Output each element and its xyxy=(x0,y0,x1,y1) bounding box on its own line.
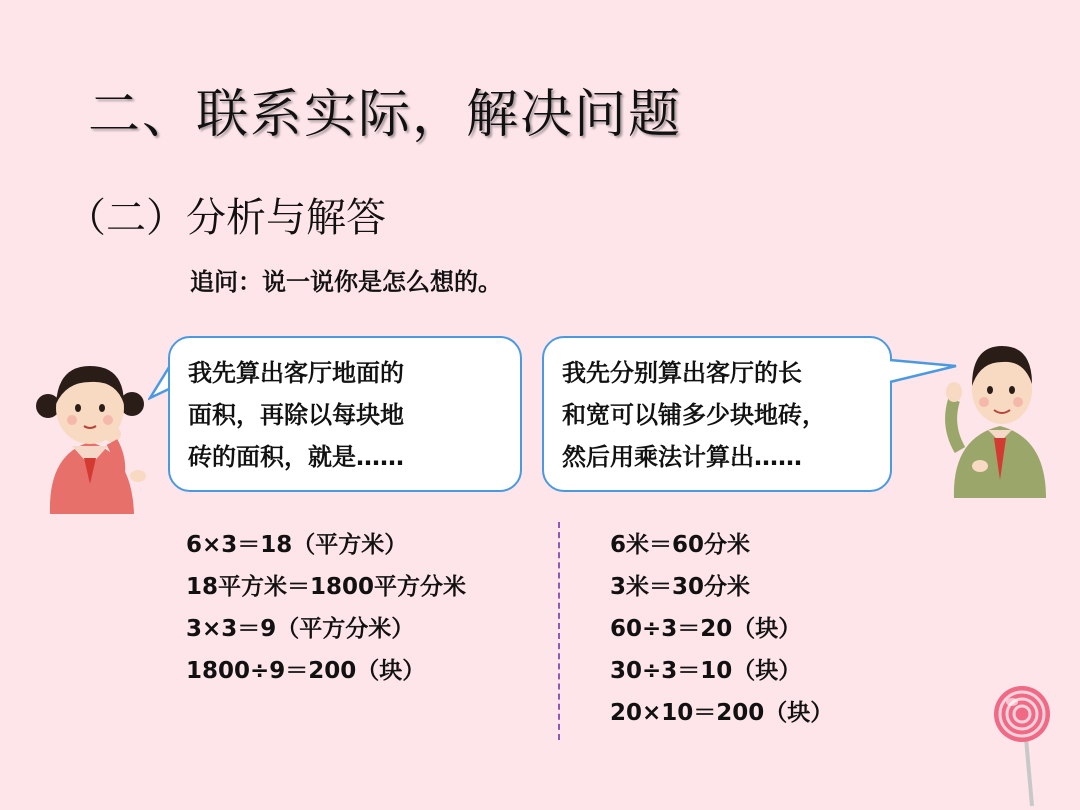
dashed-divider xyxy=(558,522,560,740)
girl-thinking-icon xyxy=(28,346,158,516)
calculation-row: 20×10＝200（块） xyxy=(610,700,834,726)
slide-title: 二、联系实际，解决问题 xyxy=(88,85,683,145)
calculation-row: 30÷3＝10（块） xyxy=(610,658,802,684)
calculation-row: 18平方米＝1800平方分米 xyxy=(186,574,467,600)
bubble-right-line: 和宽可以铺多少块地砖， xyxy=(562,401,826,429)
boy-waving-icon xyxy=(940,330,1060,500)
calculation-list-left xyxy=(186,524,466,692)
follow-up-question: 追问：说一说你是怎么想的。 xyxy=(190,268,502,296)
calculation-row: 1800÷9＝200（块） xyxy=(186,658,426,684)
speech-bubble-left xyxy=(168,336,522,492)
calculation-row: 6×3＝18（平方米） xyxy=(186,532,408,558)
lollipop-icon xyxy=(992,682,1056,808)
bubble-left-line: 面积，再除以每块地 xyxy=(188,401,404,429)
calculation-row: 3×3＝9（平方分米） xyxy=(186,616,415,642)
bubble-left-line: 砖的面积，就是…… xyxy=(188,443,404,471)
calculation-row: 60÷3＝20（块） xyxy=(610,616,802,642)
speech-bubble-right xyxy=(542,336,892,492)
bubble-right-line: 我先分别算出客厅的长 xyxy=(562,359,802,387)
section-subtitle: （二）分析与解答 xyxy=(66,195,386,241)
calculation-row: 3米＝30分米 xyxy=(610,574,751,600)
bubble-left-line: 我先算出客厅地面的 xyxy=(188,359,404,387)
calculation-list-right xyxy=(610,524,833,734)
bubble-right-line: 然后用乘法计算出…… xyxy=(562,443,802,471)
calculation-row: 6米＝60分米 xyxy=(610,532,751,558)
